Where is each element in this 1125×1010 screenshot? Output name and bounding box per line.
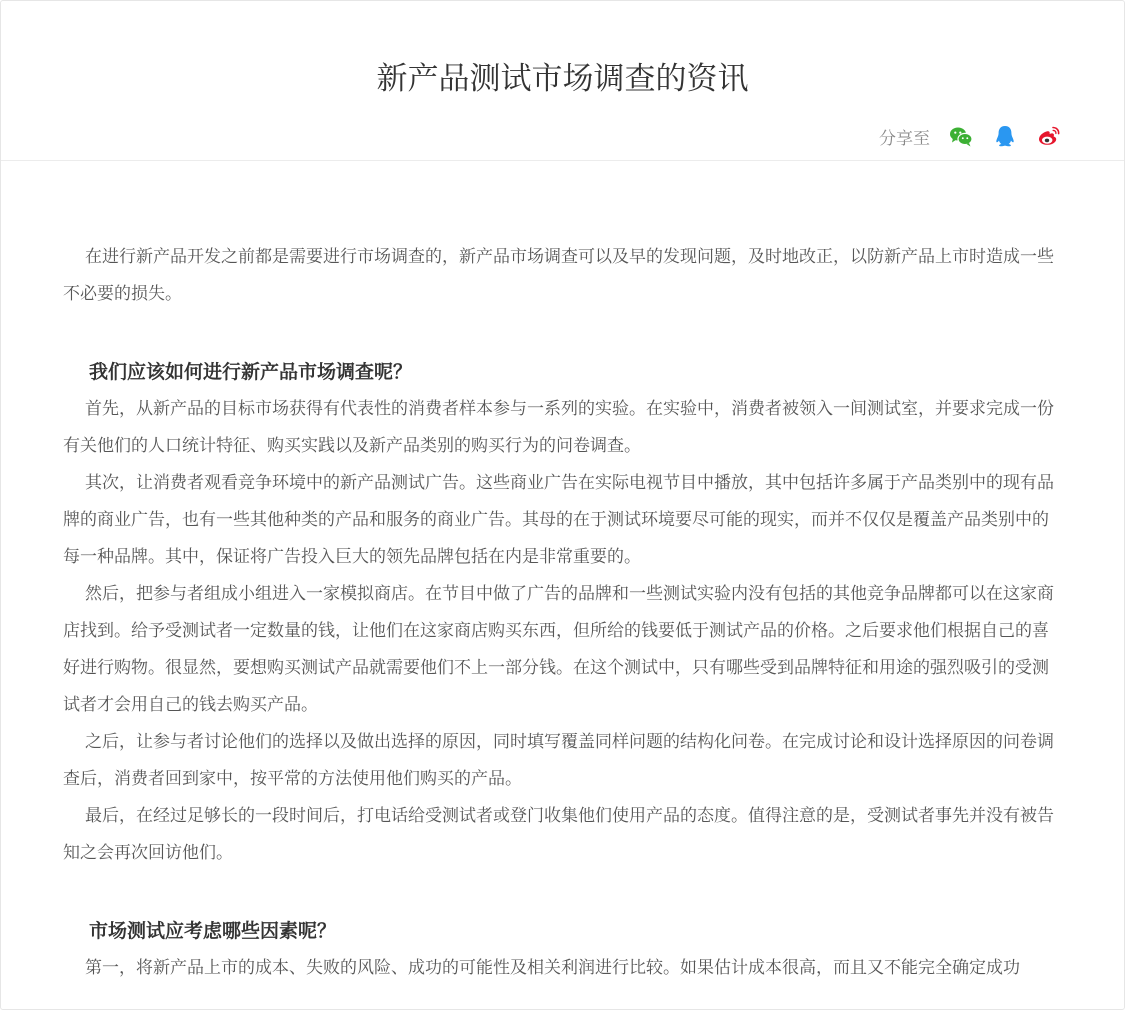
- qq-icon[interactable]: [992, 123, 1018, 149]
- section-spacer: [63, 872, 1062, 913]
- section-heading: 市场测试应考虑哪些因素呢？: [89, 920, 337, 942]
- body-paragraph: 然后，把参与者组成小组进入一家模拟商店。在节目中做了广告的品牌和一些测试实验内没有包括的其他竞争品牌都可以在这家商店找到。给予受测试者一定数量的钱，让他们在这家商店购买东西，但所给的钱要低于测试产品的价格。之后要求他们根据自己的喜好进行购物。很显然，要想购买测试产品就需要他们不上一部分钱。在这个测试中，只有哪些受到品牌特征和用途的强烈吸引的受测试者才会用自己的钱去购买产品。: [63, 584, 1054, 715]
- body-paragraph: 最后，在经过足够长的一段时间后，打电话给受测试者或登门收集他们使用产品的态度。值得注意的是，受测试者事先并没有被告知之会再次回访他们。: [63, 806, 1054, 863]
- section-heading: 我们应该如何进行新产品市场调查呢？: [89, 361, 413, 383]
- wechat-icon[interactable]: [948, 123, 974, 149]
- weibo-icon[interactable]: [1036, 123, 1062, 149]
- share-label: 分享至: [879, 128, 930, 149]
- article-header: [1, 1, 1124, 161]
- intro-paragraph: 在进行新产品开发之前都是需要进行市场调查的，新产品市场调查可以及早的发现问题，及时地改正，以防新产品上市时造成一些不必要的损失。: [63, 247, 1054, 304]
- article-body: [63, 239, 1062, 987]
- body-paragraph: 首先，从新产品的目标市场获得有代表性的消费者样本参与一系列的实验。在实验中，消费者被领入一间测试室，并要求完成一份有关他们的人口统计特征、购买实践以及新产品类别的购买行为的问卷调查。: [63, 399, 1054, 456]
- body-paragraph: 其次，让消费者观看竞争环境中的新产品测试广告。这些商业广告在实际电视节目中播放，其中包括许多属于产品类别中的现有品牌的商业广告，也有一些其他种类的产品和服务的商业广告。其母的在于测试环境要尽可能的现实，而并不仅仅是覆盖产品类别中的每一种品牌。其中，保证将广告投入巨大的领先品牌包括在内是非常重要的。: [63, 473, 1054, 567]
- body-paragraph: 之后，让参与者讨论他们的选择以及做出选择的原因，同时填写覆盖同样问题的结构化问卷。在完成讨论和设计选择原因的问卷调查后，消费者回到家中，按平常的方法使用他们购买的产品。: [63, 732, 1054, 789]
- share-bar: [879, 122, 1062, 150]
- body-paragraph: 第一，将新产品上市的成本、失败的风险、成功的可能性及相关利润进行比较。如果估计成本很高，而且又不能完全确定成功: [85, 958, 1020, 978]
- page-title: 新产品测试市场调查的资讯: [376, 61, 749, 97]
